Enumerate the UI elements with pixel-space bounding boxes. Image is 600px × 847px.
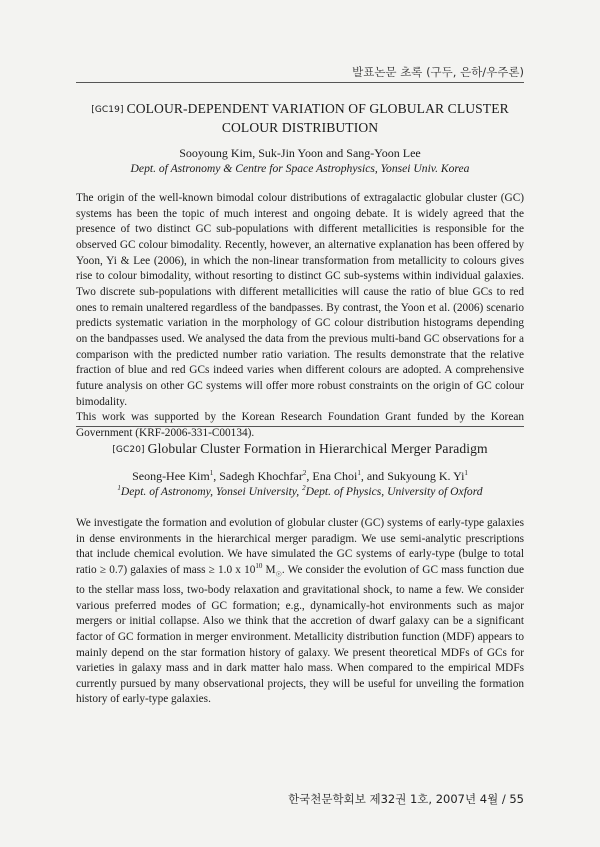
abstract-code: [GC20] [112,445,145,455]
title-line-1: COLOUR-DEPENDENT VARIATION OF GLOBULAR CLUSTER [126,101,509,116]
title-text: Globular Cluster Formation in Hierarchical Merger Paradigm [147,441,488,456]
abstract-gc19-title [76,100,524,136]
author-name: Seong-Hee Kim [132,469,210,483]
mass-unit: M [262,563,276,576]
affiliation-2: Dept. of Physics, University of Oxford [305,485,483,498]
abstract-gc19 [76,100,524,442]
affiliation: Dept. of Astronomy & Centre for Space Astrophysics, Yonsei Univ. Korea [130,162,470,175]
abstract-paragraph: The origin of the well-known bimodal colour distributions of extragalactic globular cluster (GC) systems has been the topic of much interest and ongoing debate. It is widely agreed that the presence of two distinct GC sub-populations with different metallicities is responsible for the observed GC colour bimodality. Recently, however, an alternative explanation has been offered by Yoon, Yi & Lee (2006), in which the non-linear transformation from metallicity to colours gives rise to colour bimodality, without resorting to distinct GC sub-systems within individual galaxies. Two discrete sub-populations with different metallicities will cause the ratio of blue GCs to red ones to remain unaltered regardless of the bandpasses. By contrast, the Yoon et al. (2006) scenario predicts systematic variation in the morphology of GC colour distribution histograms depending on the bandpasses used. We analysed the data from the previous multi-band GC observations for a comparison with the predicted number ratio variation. The results demonstrate that the relative fraction of blue and red GCs indeed varies when different colours are adopted. A comprehensive future analysis on other GC systems will offer more robust constraints on the origin of GC colour bimodality. [76,192,524,408]
author-separator: , [213,469,220,483]
title-line-2: COLOUR DISTRIBUTION [221,120,379,135]
body-text-part-2: . We consider the evolution of GC mass function due to the stellar mass loss, two-body relaxation and gravitational shock, to name a few. We consider various preferred modes of GC formation; e.g., dynamically-hot environments such as major mergers or initial collapse. Also we think that the accretion of dwarf galaxy can be a significant factor of GC formation in merger environment. Metallicity distribution function (MDF) appears to mainly depend on the star formation history of galaxy. We present theoretical MDFs of GCs for varieties in galaxy mass and in dark matter halo mass. When compared to the empirical MDFs currently pursued by many observational projects, they will be useful for unveiling the formation history of early-type galaxies. [76,563,524,706]
affiliation-marker: 2 [302,469,307,477]
section-divider [76,426,524,427]
abstract-body [76,516,524,708]
affiliation-marker: 1 [464,469,468,477]
body-text-part-1: We investigate the formation and evolution of globular cluster (GC) systems of early-type galaxies in dense environments in the hierarchical merger paradigm. We use semi-analytic prescriptions that include chemical evolution. We have simulated the GC systems of early-type (bulge to total ratio ≥ 0.7) galaxies of mass ≥ 1.0 x 10 [76,517,524,576]
affiliation-marker: 2 [302,484,306,493]
author-name: Sukyoung K. Yi [387,469,465,483]
header-divider [76,82,524,83]
author-separator: , [306,469,313,483]
running-header: 발표논문 초록 (구두, 은하/우주론) [352,65,524,79]
author-name: Ena Choi [312,469,358,483]
author-list [76,468,524,484]
abstract-gc20-title [76,440,524,459]
affiliation-marker: 1 [209,469,214,477]
solar-symbol: ☉ [275,570,282,579]
affiliation [76,484,524,500]
exponent: 10 [255,562,263,571]
acknowledgement: This work was supported by the Korean Research Foundation Grant funded by the Korean Government (KRF-2006-331-C00134). [76,411,524,439]
abstract-paragraph [76,516,524,708]
affiliation-1: Dept. of Astronomy, Yonsei University, [120,485,303,498]
abstract-code: [GC19] [91,105,124,115]
author-list: Sooyoung Kim, Suk-Jin Yoon and Sang-Yoon Lee [179,146,421,160]
affiliation-marker: 1 [117,484,121,493]
page-footer: 한국천문학회보 제32권 1호, 2007년 4월 / 55 [288,792,524,806]
author-name: Sadegh Khochfar [219,469,303,483]
author-separator: , and [360,469,388,483]
affiliation-marker: 1 [357,469,361,477]
abstract-gc20 [76,440,524,708]
abstract-body [76,191,524,442]
